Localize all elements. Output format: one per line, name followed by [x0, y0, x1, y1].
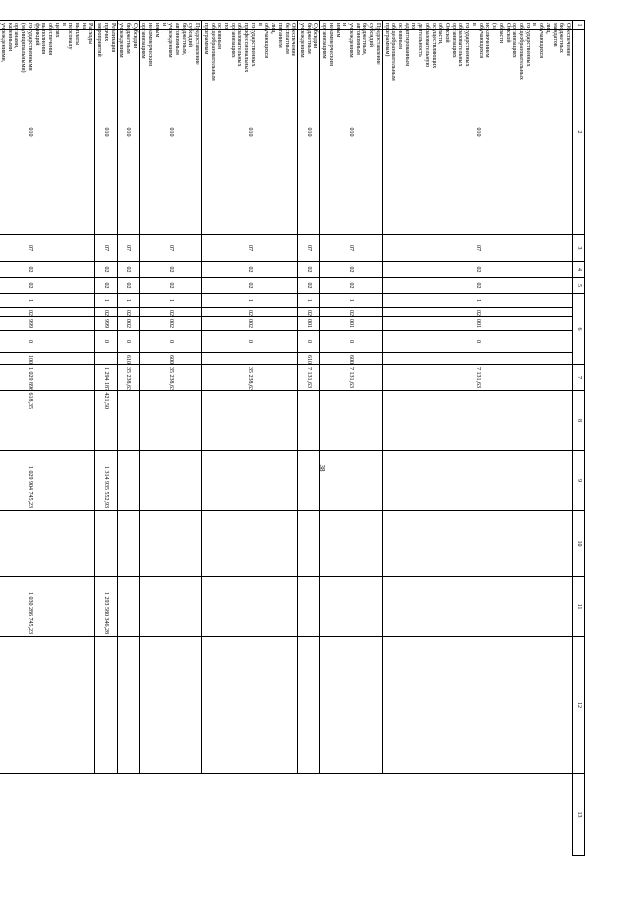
table-cell-c12: 1 030 286 745,23	[0, 577, 95, 637]
table-cell-c6a: 02	[320, 278, 382, 294]
table-row	[0, 21, 95, 856]
table-cell-c11	[202, 511, 298, 577]
table-cell-c6e: 0	[298, 331, 320, 353]
table-cell-c7: 610	[298, 353, 320, 365]
table-cell-c7	[95, 353, 117, 365]
table-cell-c3: 010	[117, 30, 139, 235]
table-cell-c6e: 0	[139, 331, 201, 353]
table-cell-c6c: 02	[382, 308, 572, 317]
table-cell-c6d: 001	[298, 317, 320, 331]
table-cell-c6a: 02	[117, 278, 139, 294]
table-cell-c6d: 002	[202, 317, 298, 331]
table-cell-c7: 600	[320, 353, 382, 365]
header-cell: 3	[573, 235, 585, 262]
table-cell-c4: 07	[320, 235, 382, 262]
table-cell-c8: 35 238,63	[139, 365, 201, 391]
table-cell-c10	[382, 451, 572, 511]
header-cell: 9	[573, 451, 585, 511]
header-cell: 4	[573, 262, 585, 278]
table-cell-c12	[382, 577, 572, 637]
table-cell-c6d: 001	[382, 317, 572, 331]
row-label-cell: Предоставление субсидий бюджетным, автономным учреждениям и иным некоммерческим организациям	[139, 21, 201, 30]
table-cell-c12	[202, 577, 298, 637]
table-cell-c11	[298, 511, 320, 577]
table-cell-c7	[382, 353, 572, 365]
table-cell-c6c: 02	[117, 308, 139, 317]
header-cell: 13	[573, 774, 585, 856]
table-cell-c7: 600	[139, 353, 201, 365]
table-cell-c6b: 1	[117, 294, 139, 308]
table-cell-c4: 07	[117, 235, 139, 262]
header-cell: 8	[573, 391, 585, 451]
table-cell-c3: 010	[95, 30, 117, 235]
table-cell-c9	[202, 391, 298, 451]
table-cell-c6b: 1	[382, 294, 572, 308]
table-cell-c9	[139, 391, 201, 451]
table-cell-c10	[139, 451, 201, 511]
row-label-cell: Обеспечение бесплатным питанием лиц, обучающихся в государственных профессиональных образовательных организациях по основным общеобразовательным программам	[202, 21, 298, 30]
table-cell-c6a: 02	[139, 278, 201, 294]
header-row	[573, 21, 585, 856]
table-cell-c5: 02	[202, 262, 298, 278]
table-cell-c5: 02	[95, 262, 117, 278]
table-cell-c10	[320, 451, 382, 511]
table-cell-c8: 7 131,63	[320, 365, 382, 391]
table-cell-c6d: 002	[117, 317, 139, 331]
table-row	[320, 21, 382, 856]
table-cell-c4: 07	[139, 235, 201, 262]
header-cell: 2	[573, 30, 585, 235]
table-cell-c8: 1 029 896 618,35	[0, 365, 95, 391]
table-cell-c6a: 02	[202, 278, 298, 294]
row-label-cell: Субсидии бюджетным учреждениям	[117, 21, 139, 30]
table-cell-c11	[382, 511, 572, 577]
table-cell-c10: 1 029 904 745,23	[0, 451, 95, 511]
table-cell-c6c: 02	[320, 308, 382, 317]
table-cell-c5: 02	[320, 262, 382, 278]
table-cell-c6b: 1	[320, 294, 382, 308]
header-cell: 6	[573, 294, 585, 365]
header-cell: 5	[573, 278, 585, 294]
header-cell: 7	[573, 365, 585, 391]
table-cell-c3: 010	[382, 30, 572, 235]
table-cell-c4: 07	[382, 235, 572, 262]
table-cell-c13	[139, 637, 201, 774]
table-row	[382, 21, 572, 856]
table-cell-c6c: 02	[0, 308, 95, 317]
table-cell-c10	[202, 451, 298, 511]
table-cell-c8: 7 131,63	[298, 365, 320, 391]
table-cell-c13	[320, 637, 382, 774]
table-cell-c3: 010	[320, 30, 382, 235]
table-cell-c13	[298, 637, 320, 774]
table-cell-c6b: 1	[95, 294, 117, 308]
table-cell-c6e: 0	[95, 331, 117, 353]
table-cell-c8: 1 294 187 421,50	[95, 365, 117, 391]
table-row	[139, 21, 201, 856]
budget-table	[0, 20, 585, 856]
table-cell-c6b: 1	[298, 294, 320, 308]
table-cell-c8: 35 238,63	[117, 365, 139, 391]
table-cell-c6d: 999	[95, 317, 117, 331]
table-cell-c10	[298, 451, 320, 511]
table-cell-c5: 02	[117, 262, 139, 278]
table-cell-c6a: 02	[298, 278, 320, 294]
table-cell-c6e: 0	[0, 331, 95, 353]
table-cell-c6c: 02	[298, 308, 320, 317]
table-cell-c6e: 0	[117, 331, 139, 353]
table-cell-c13	[202, 637, 298, 774]
row-label-cell: Реализация прочих мероприятий	[95, 21, 117, 30]
table-cell-c9	[382, 391, 572, 451]
table-cell-c6a: 02	[0, 278, 95, 294]
table-cell-c7: 100	[0, 353, 95, 365]
table-cell-c13	[0, 637, 95, 774]
table-cell-c6e: 0	[320, 331, 382, 353]
table-cell-c6c: 02	[139, 308, 201, 317]
page-number: 38	[318, 464, 326, 472]
table-cell-c9	[0, 391, 95, 451]
row-label-cell: Предоставление субсидий бюджетным, автономным учреждениям и иным некоммерческим организациям	[320, 21, 382, 30]
table-cell-c3: 010	[298, 30, 320, 235]
table-cell-c6b: 1	[0, 294, 95, 308]
table-cell-c4: 07	[298, 235, 320, 262]
table-cell-c11	[117, 511, 139, 577]
header-cell: 1	[573, 21, 585, 30]
table-row	[117, 21, 139, 856]
table-cell-c5: 02	[0, 262, 95, 278]
table-cell-c13	[382, 637, 572, 774]
table-cell-c6b: 1	[202, 294, 298, 308]
table-cell-c11	[95, 511, 117, 577]
table-cell-c5: 02	[298, 262, 320, 278]
table-cell-c6d: 001	[320, 317, 382, 331]
table-cell-c5: 02	[382, 262, 572, 278]
table-cell-c13	[95, 637, 117, 774]
table-cell-c12	[320, 577, 382, 637]
table-cell-c12	[117, 577, 139, 637]
table-cell-c8: 35 238,63	[202, 365, 298, 391]
table-cell-c6a: 02	[95, 278, 117, 294]
row-label-cell: Субсидии бюджетным учреждениям	[298, 21, 320, 30]
table-cell-c6e: 0	[202, 331, 298, 353]
table-cell-c6e: 0	[382, 331, 572, 353]
table-cell-c11	[320, 511, 382, 577]
table-cell-c3: 010	[202, 30, 298, 235]
table-cell-c10: 1 314 935 552,93	[95, 451, 117, 511]
row-label-cell: Обеспечение бюджетных мандатов лиц, обучающихся в государственных общеобразовательных организациях Омской области (за исключением обучающихся в государственных образовательных организациях Омской области, осуществляющих образовательную деятельность по адаптированным основным общеобразовательным программам)	[382, 21, 572, 30]
table-cell-c7: 610	[117, 353, 139, 365]
table-cell-c11	[0, 511, 95, 577]
table-cell-c3: 010	[139, 30, 201, 235]
table-cell-c9	[298, 391, 320, 451]
table-cell-c10	[117, 451, 139, 511]
table-cell-c4: 07	[95, 235, 117, 262]
table-cell-c5: 02	[139, 262, 201, 278]
header-cell: 10	[573, 511, 585, 577]
table-cell-c6b: 1	[139, 294, 201, 308]
table-cell-c11	[139, 511, 201, 577]
header-cell: 12	[573, 637, 585, 774]
table-cell-c6d: 999	[0, 317, 95, 331]
table-cell-c9	[320, 391, 382, 451]
table-cell-c4: 07	[202, 235, 298, 262]
table-cell-c6d: 002	[139, 317, 201, 331]
table-row	[202, 21, 298, 856]
table-cell-c8: 7 131,63	[382, 365, 572, 391]
table-cell-c12	[298, 577, 320, 637]
table-row	[95, 21, 117, 856]
table-cell-c4: 07	[0, 235, 95, 262]
table-cell-c12	[139, 577, 201, 637]
table-cell-c7	[202, 353, 298, 365]
rotated-table-container	[0, 20, 585, 855]
table-cell-c12: 1 293 580 346,28	[95, 577, 117, 637]
header-cell: 11	[573, 577, 585, 637]
table-cell-c3: 010	[0, 30, 95, 235]
row-label-cell: Расходы на выплаты персоналу в целях обеспечения выполнения функций государственными (муниципальными) органами, казенными учреждениями,	[0, 21, 95, 30]
table-cell-c6c: 02	[202, 308, 298, 317]
table-cell-c6a: 02	[382, 278, 572, 294]
table-cell-c13	[117, 637, 139, 774]
table-cell-c9	[117, 391, 139, 451]
table-row	[298, 21, 320, 856]
table-cell-c6c: 02	[95, 308, 117, 317]
